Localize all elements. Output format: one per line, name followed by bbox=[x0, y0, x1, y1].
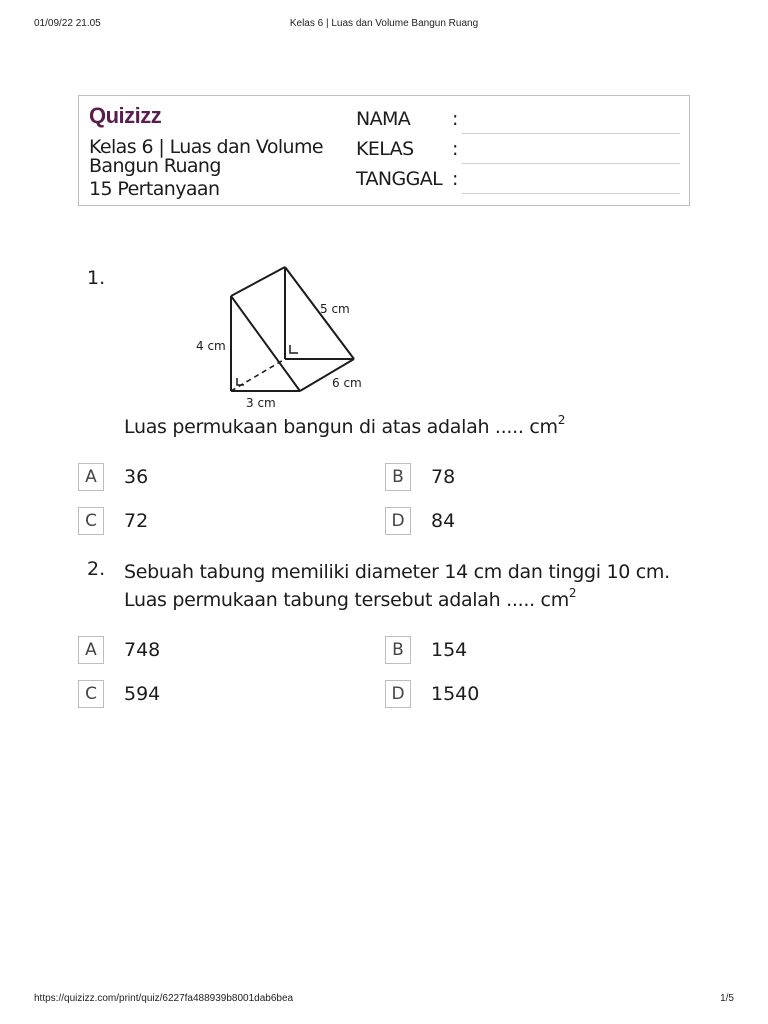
question-1-number: 1. bbox=[87, 267, 106, 289]
print-date: 01/09/22 21.05 bbox=[34, 18, 101, 29]
question-2-line-1: Sebuah tabung memiliki diameter 14 cm dan tinggi 10 cm. bbox=[124, 561, 670, 583]
name-colon: : bbox=[452, 108, 459, 130]
q2-option-d-letter: D bbox=[385, 680, 411, 708]
q1-option-c[interactable] bbox=[78, 507, 358, 535]
q2-option-b-value: 154 bbox=[431, 639, 468, 661]
question-2-number: 2. bbox=[87, 558, 106, 580]
question-1-unit-sup: 2 bbox=[557, 413, 566, 427]
q2-option-a[interactable] bbox=[78, 636, 358, 664]
class-field bbox=[356, 138, 686, 164]
q2-option-d[interactable] bbox=[385, 680, 665, 708]
q1-option-b[interactable] bbox=[385, 463, 665, 491]
print-footer bbox=[0, 993, 768, 1007]
class-colon: : bbox=[452, 138, 459, 160]
name-line bbox=[462, 133, 680, 134]
q2-option-a-letter: A bbox=[78, 636, 104, 664]
height-label: 4 cm bbox=[196, 339, 226, 353]
q1-option-d[interactable] bbox=[385, 507, 665, 535]
question-1-prompt: Luas permukaan bangun di atas adalah ..... cm bbox=[124, 416, 558, 438]
question-1-text bbox=[124, 413, 704, 441]
name-label: NAMA bbox=[356, 108, 411, 130]
q1-option-b-value: 78 bbox=[431, 466, 456, 488]
q1-option-c-letter: C bbox=[78, 507, 104, 535]
q2-option-d-value: 1540 bbox=[431, 683, 480, 705]
q1-option-c-value: 72 bbox=[124, 510, 149, 532]
triangular-prism-figure bbox=[190, 262, 370, 412]
q2-option-a-value: 748 bbox=[124, 639, 161, 661]
q2-option-c-letter: C bbox=[78, 680, 104, 708]
q1-option-b-letter: B bbox=[385, 463, 411, 491]
slant-label: 5 cm bbox=[320, 302, 350, 316]
q2-option-b-letter: B bbox=[385, 636, 411, 664]
question-count: 15 Pertanyaan bbox=[89, 178, 220, 200]
question-2-unit-sup: 2 bbox=[568, 586, 577, 600]
q1-option-d-value: 84 bbox=[431, 510, 456, 532]
date-label: TANGGAL bbox=[356, 168, 443, 190]
worksheet-header bbox=[78, 95, 690, 206]
quiz-title: Kelas 6 | Luas dan Volume Bangun Ruang bbox=[89, 136, 323, 177]
question-2-line-2: Luas permukaan tabung tersebut adalah ..... cm bbox=[124, 589, 569, 611]
name-field bbox=[356, 108, 686, 134]
page-number: 1/5 bbox=[720, 993, 734, 1004]
print-url: https://quizizz.com/print/quiz/6227fa488939b8001dab6bea bbox=[34, 993, 294, 1004]
q1-option-a-letter: A bbox=[78, 463, 104, 491]
length-label: 6 cm bbox=[332, 376, 362, 390]
q2-option-c-value: 594 bbox=[124, 683, 161, 705]
date-colon: : bbox=[452, 168, 459, 190]
q1-option-d-letter: D bbox=[385, 507, 411, 535]
class-line bbox=[462, 163, 680, 164]
q2-option-b[interactable] bbox=[385, 636, 665, 664]
print-doc-title: Kelas 6 | Luas dan Volume Bangun Ruang bbox=[289, 18, 479, 29]
date-line bbox=[462, 193, 680, 194]
q1-option-a-value: 36 bbox=[124, 466, 149, 488]
base-label: 3 cm bbox=[246, 396, 276, 410]
q2-option-c[interactable] bbox=[78, 680, 358, 708]
print-header bbox=[0, 18, 768, 32]
question-2-text bbox=[124, 558, 704, 614]
quizizz-logo: Quizizz bbox=[89, 103, 162, 128]
class-label: KELAS bbox=[356, 138, 414, 160]
q1-option-a[interactable] bbox=[78, 463, 358, 491]
date-field bbox=[356, 168, 686, 194]
